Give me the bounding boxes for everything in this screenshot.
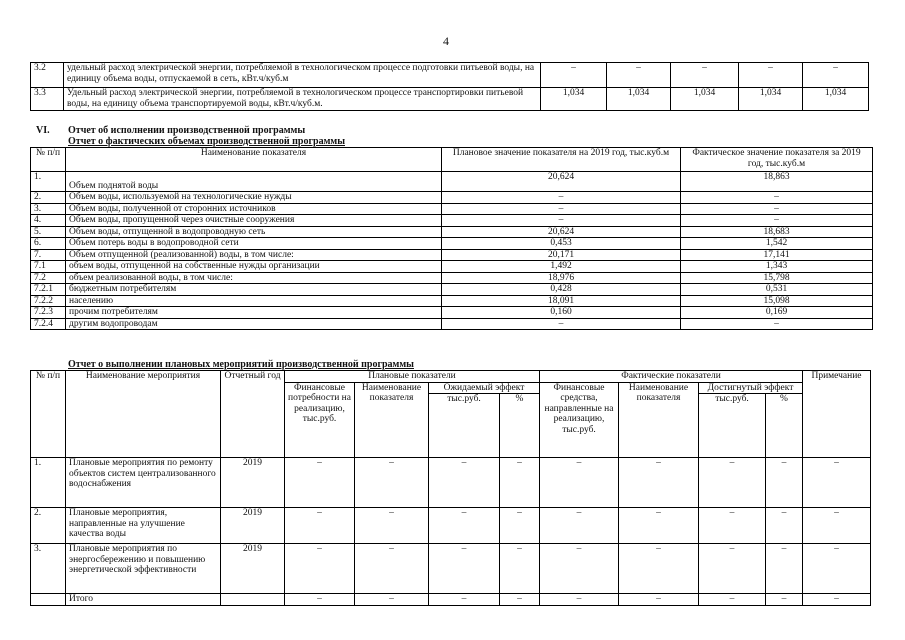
row-number: 2. [31, 192, 66, 204]
header-fact-fin: Финансовые средства, направленные на реализацию, тыс.руб. [540, 382, 619, 458]
row-plan-value: 18,976 [442, 272, 681, 284]
header-plan-pct: % [500, 394, 540, 458]
table-row [31, 458, 871, 508]
measures-title: Отчет о выполнении плановых мероприятий производственной программы [68, 359, 414, 370]
row-name: Объем воды, пропущенной через очистные сооружения [66, 215, 442, 227]
header-num: № п/п [31, 148, 66, 172]
row-value: – [671, 63, 739, 88]
row-cell: – [619, 508, 699, 544]
header-name: Наименование мероприятия [66, 371, 221, 458]
header-num: № п/п [31, 371, 66, 458]
table-row [31, 249, 873, 261]
header-fact-pct: % [766, 394, 803, 458]
header-fact: Фактическое значение показателя за 2019 год, тыс.куб.м [681, 148, 873, 172]
row-year: 2019 [221, 458, 285, 508]
header-fact-rub: тыс.руб. [699, 394, 766, 458]
table-row [31, 307, 873, 319]
row-number: 2. [31, 508, 66, 544]
row-cell: – [803, 544, 871, 594]
row-cell: – [285, 594, 355, 606]
row-year [221, 594, 285, 606]
row-cell: – [285, 544, 355, 594]
row-cell: – [766, 508, 803, 544]
row-fact-value: 1,542 [681, 238, 873, 250]
row-value: 1,034 [671, 88, 739, 111]
row-cell: – [699, 458, 766, 508]
row-cell: – [285, 508, 355, 544]
row-plan-value: – [442, 215, 681, 227]
row-fact-value: 0,169 [681, 307, 873, 319]
row-fact-value: 18,683 [681, 226, 873, 238]
row-cell: – [540, 508, 619, 544]
row-cell: – [699, 594, 766, 606]
row-cell: – [766, 594, 803, 606]
row-name: объем воды, отпущенной на собственные нужды организации [66, 261, 442, 273]
page-number: 4 [443, 34, 449, 48]
row-cell: – [285, 458, 355, 508]
header-name: Наименование показателя [66, 148, 442, 172]
row-cell: – [429, 508, 500, 544]
row-cell: – [766, 458, 803, 508]
row-name: Объем воды, полученной от сторонних источников [66, 203, 442, 215]
row-cell: – [540, 544, 619, 594]
row-name: Плановые мероприятия по ремонту объектов систем централизованного водоснабжения [66, 458, 221, 508]
row-plan-value: 0,160 [442, 307, 681, 319]
volumes-table [30, 147, 873, 330]
row-cell: – [355, 544, 429, 594]
row-number: 7.2.4 [31, 318, 66, 330]
row-number [31, 594, 66, 606]
row-fact-value: – [681, 318, 873, 330]
table-row [31, 88, 869, 111]
header-plan-effect: Ожидаемый эффект [429, 382, 540, 394]
header-fact-effect: Достигнутый эффект [699, 382, 803, 394]
row-cell: – [803, 594, 871, 606]
table-row [31, 508, 871, 544]
row-cell: – [619, 458, 699, 508]
row-number: 3. [31, 544, 66, 594]
section-subtitle: Отчет о фактических объемах производственной программы [68, 136, 345, 147]
row-value: 1,034 [541, 88, 607, 111]
row-plan-value: 20,171 [442, 249, 681, 261]
section-title: Отчет об исполнении производственной программы [68, 125, 306, 136]
table-row [31, 63, 869, 88]
row-plan-value: 20,624 [442, 172, 681, 192]
table-row [31, 192, 873, 204]
row-cell: – [429, 458, 500, 508]
row-value: – [739, 63, 803, 88]
row-plan-value: 18,091 [442, 295, 681, 307]
row-cell: – [766, 544, 803, 594]
row-name: Объем поднятой воды [66, 172, 442, 192]
row-number: 3. [31, 203, 66, 215]
row-name: Итого [66, 594, 221, 606]
row-fact-value: 15,798 [681, 272, 873, 284]
row-plan-value: 0,428 [442, 284, 681, 296]
row-plan-value: – [442, 203, 681, 215]
row-number: 7.2 [31, 272, 66, 284]
row-cell: – [500, 594, 540, 606]
row-number: 5. [31, 226, 66, 238]
table-row [31, 544, 871, 594]
row-number: 6. [31, 238, 66, 250]
row-name: Объем воды, отпущенной в водопроводную сеть [66, 226, 442, 238]
row-year: 2019 [221, 508, 285, 544]
row-cell: – [699, 508, 766, 544]
table-row [31, 238, 873, 250]
row-name: Плановые мероприятия по энергосбережению и повышению энергетической эффективности [66, 544, 221, 594]
energy-consumption-table [30, 62, 869, 111]
row-fact-value: – [681, 203, 873, 215]
row-fact-value: 1,343 [681, 261, 873, 273]
table-row [31, 226, 873, 238]
row-value: – [607, 63, 671, 88]
row-cell: – [355, 594, 429, 606]
header-year: Отчетный год [221, 371, 285, 458]
row-cell: – [540, 594, 619, 606]
row-name: Плановые мероприятия, направленные на улучшение качества воды [66, 508, 221, 544]
row-cell: – [619, 594, 699, 606]
row-year: 2019 [221, 544, 285, 594]
row-plan-value: 20,624 [442, 226, 681, 238]
row-value: 1,034 [739, 88, 803, 111]
row-number: 7.1 [31, 261, 66, 273]
row-cell: – [355, 508, 429, 544]
row-cell: – [500, 508, 540, 544]
row-name: бюджетным потребителям [66, 284, 442, 296]
header-fact-ind: Наименование показателя [619, 382, 699, 458]
header-fact-group: Фактические показатели [540, 371, 803, 383]
row-number: 4. [31, 215, 66, 227]
row-plan-value: 0,453 [442, 238, 681, 250]
row-plan-value: – [442, 192, 681, 204]
row-fact-value: – [681, 192, 873, 204]
row-cell: – [429, 594, 500, 606]
row-fact-value: – [681, 215, 873, 227]
row-name: объем реализованной воды, в том числе: [66, 272, 442, 284]
header-plan-ind: Наименование показателя [355, 382, 429, 458]
row-fact-value: 18,863 [681, 172, 873, 192]
table-row [31, 172, 873, 192]
header-plan-group: Плановые показатели [285, 371, 540, 383]
header-plan-fin: Финансовые потребности на реализацию, тыс.руб. [285, 382, 355, 458]
table-row [31, 215, 873, 227]
table-row [31, 203, 873, 215]
row-value: 1,034 [607, 88, 671, 111]
row-name: другим водопроводам [66, 318, 442, 330]
row-name: Удельный расход электрической энергии, потребляемой в технологическом процессе транспортировки питьевой воды, на единицу объема транспортируемой воды, кВт.ч/куб.м. [64, 88, 541, 111]
row-name: Объем воды, используемой на технологические нужды [66, 192, 442, 204]
table-row [31, 318, 873, 330]
table-row [31, 295, 873, 307]
row-number: 3.2 [31, 63, 64, 88]
row-number: 1. [31, 172, 66, 192]
row-cell: – [500, 544, 540, 594]
row-value: – [803, 63, 869, 88]
table-row [31, 594, 871, 606]
table-header-row [31, 371, 871, 383]
row-number: 7.2.2 [31, 295, 66, 307]
header-note: Примечание [803, 371, 871, 458]
row-plan-value: – [442, 318, 681, 330]
row-name: населению [66, 295, 442, 307]
row-plan-value: 1,492 [442, 261, 681, 273]
row-name: Объем отпущенной (реализованной) воды, в том числе: [66, 249, 442, 261]
row-number: 3.3 [31, 88, 64, 111]
row-cell: – [803, 458, 871, 508]
row-fact-value: 17,141 [681, 249, 873, 261]
row-number: 7.2.3 [31, 307, 66, 319]
row-cell: – [699, 544, 766, 594]
row-cell: – [803, 508, 871, 544]
row-cell: – [429, 544, 500, 594]
measures-table [30, 370, 871, 606]
row-fact-value: 0,531 [681, 284, 873, 296]
row-name: прочим потребителям [66, 307, 442, 319]
row-name: Объем потерь воды в водопроводной сети [66, 238, 442, 250]
row-number: 7.2.1 [31, 284, 66, 296]
row-number: 1. [31, 458, 66, 508]
row-cell: – [619, 544, 699, 594]
row-cell: – [355, 458, 429, 508]
section-number: VI. [36, 125, 50, 136]
row-name: удельный расход электрической энергии, потребляемой в технологическом процессе подготовки питьевой воды, на единицу объема воды, отпускаемой в сеть, кВт.ч/куб.м [64, 63, 541, 88]
table-row [31, 272, 873, 284]
table-header-row [31, 148, 873, 172]
row-number: 7. [31, 249, 66, 261]
row-value: – [541, 63, 607, 88]
row-cell: – [540, 458, 619, 508]
table-row [31, 261, 873, 273]
table-row [31, 284, 873, 296]
header-plan-rub: тыс.руб. [429, 394, 500, 458]
row-value: 1,034 [803, 88, 869, 111]
row-cell: – [500, 458, 540, 508]
row-fact-value: 15,098 [681, 295, 873, 307]
header-plan: Плановое значение показателя на 2019 год, тыс.куб.м [442, 148, 681, 172]
